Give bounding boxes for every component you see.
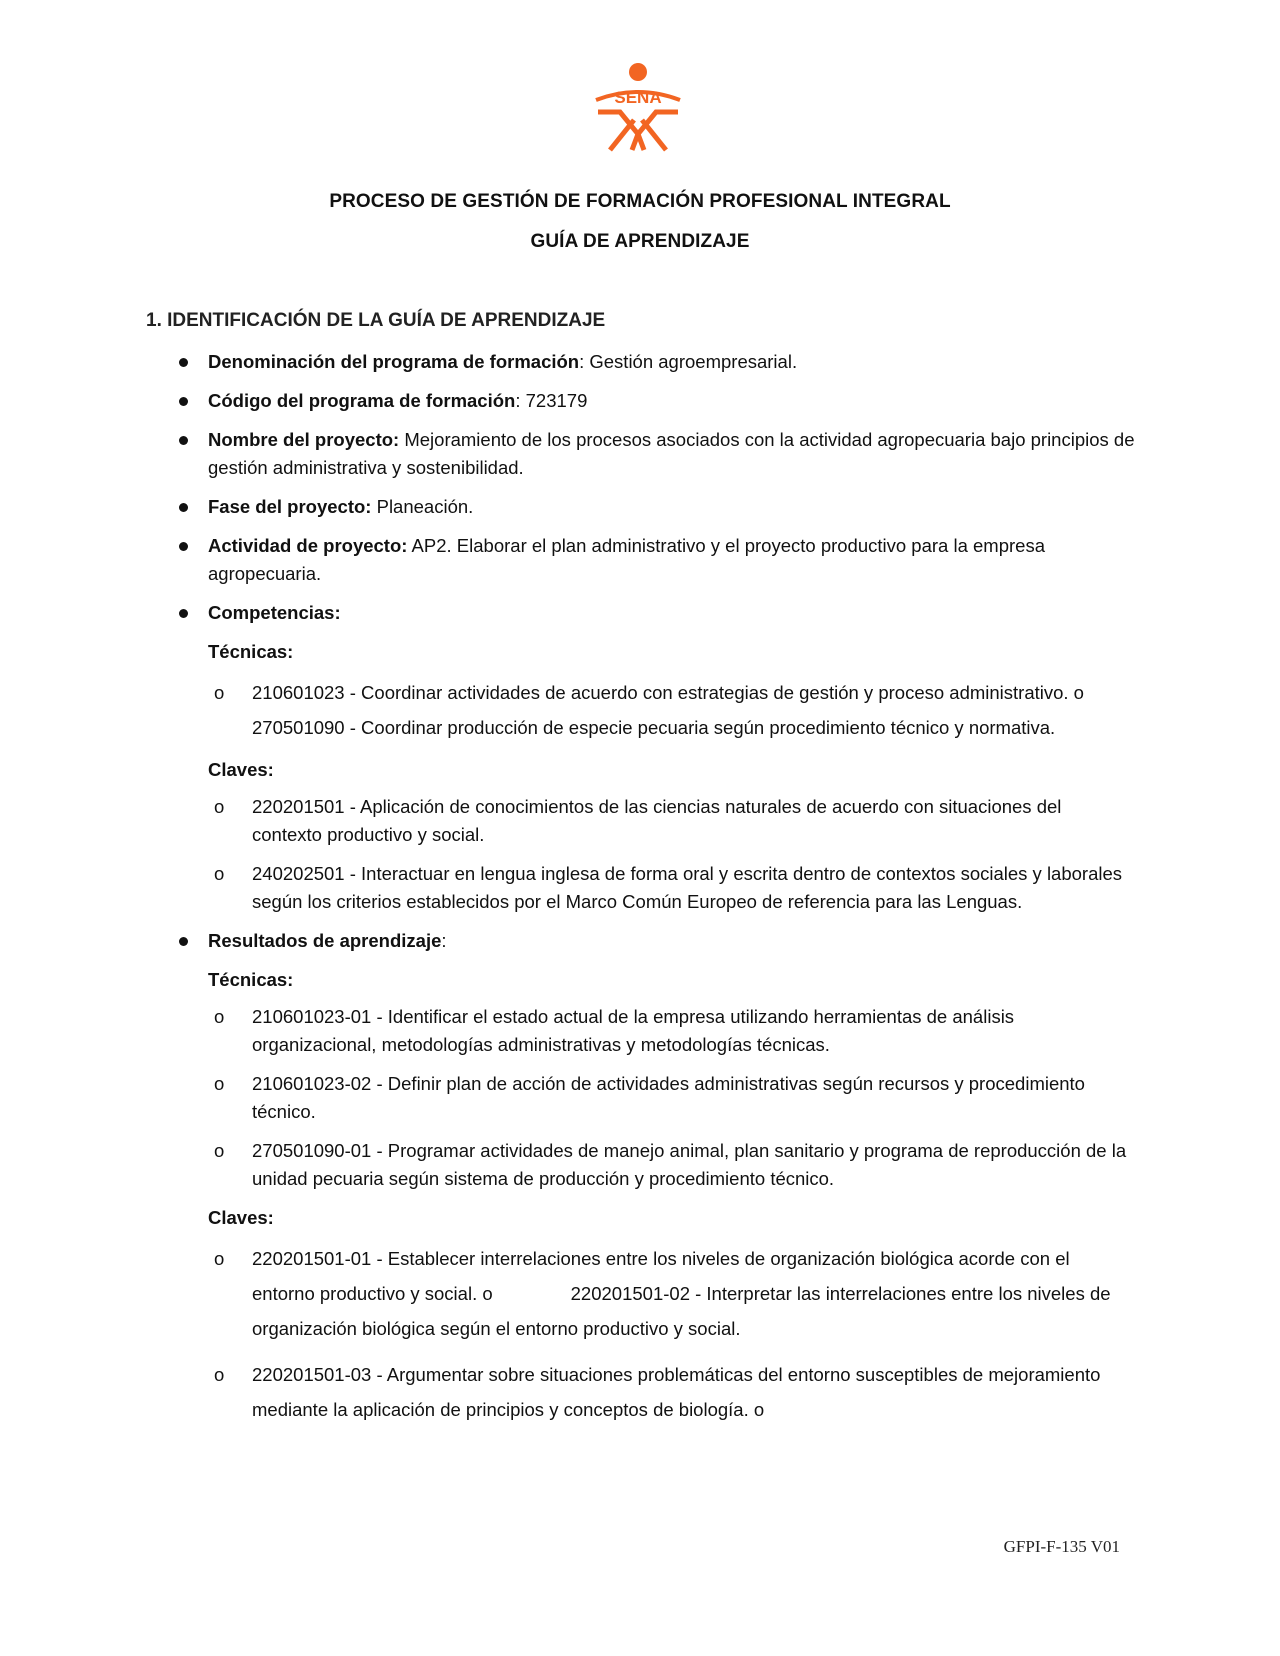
item-value: : 723179 (515, 390, 588, 411)
item-label: Nombre del proyecto: (208, 429, 400, 450)
item-text: 270501090 - Coordinar producción de especie pecuaria según procedimiento técnico y normativa. (252, 717, 1056, 738)
item-text: 240202501 - Interactuar en lengua inglesa de forma oral y escrita dentro de contextos sociales y laborales según los criterios establecidos por el Marco Común Europeo de referencia para las Lenguas. (252, 863, 1123, 912)
bullet-icon (179, 609, 188, 618)
item-value: Mejoramiento de los procesos asociados con la actividad agropecuaria bajo principios de gestión administrativa y sostenibilidad. (208, 429, 1135, 478)
list-item-fase (176, 493, 1136, 521)
list-item-competencias (176, 599, 1136, 627)
item-text: 220201501 - Aplicación de conocimientos de las ciencias naturales de acuerdo con situaciones del contexto productivo y social. (252, 796, 1062, 845)
item-label: Competencias: (208, 602, 341, 623)
item-text: 210601023-01 - Identificar el estado actual de la empresa utilizando herramientas de análisis organizacional, metodologías administrativas y metodologías técnicas. (252, 1006, 1015, 1055)
list-item-nombre (176, 426, 1136, 482)
sub-bullet-marker: o (214, 1248, 225, 1269)
bullet-icon (179, 436, 188, 445)
sub-bullet-marker: o (214, 1073, 225, 1094)
competencia-clave-item (176, 860, 1136, 916)
item-label: Fase del proyecto: (208, 496, 372, 517)
competencia-clave-item (176, 793, 1136, 849)
competencias-tecnicas-heading: Técnicas: (208, 641, 294, 662)
item-text: 220201501-03 - Argumentar sobre situaciones problemáticas del entorno susceptibles de mejoramiento mediante la aplicación de principios y conceptos de biología. o (252, 1364, 1101, 1420)
item-label: Denominación del programa de formación (208, 351, 580, 372)
resultado-tecnico-item (176, 1070, 1136, 1126)
item-value: : Gestión agroempresarial. (579, 351, 798, 372)
item-value: AP2. Elaborar el plan administrativo y el proyecto productivo para la empresa agropecuaria. (208, 535, 1045, 584)
sub-bullet-marker: o (214, 682, 225, 703)
competencia-tecnica-item (176, 675, 1136, 745)
logo-text: SENA (614, 88, 662, 107)
form-code: GFPI-F-135 V01 (1003, 1537, 1120, 1556)
resultado-clave-item (176, 1241, 1136, 1346)
resultados-tecnicas-heading: Técnicas: (208, 969, 294, 990)
sub-bullet-marker: o (214, 863, 225, 884)
identification-list (176, 348, 1136, 1438)
sena-logo (590, 62, 686, 154)
section-heading: 1. IDENTIFICACIÓN DE LA GUÍA DE APRENDIZAJE (146, 310, 606, 331)
bullet-icon (179, 937, 188, 946)
item-text: 210601023 - Coordinar actividades de acuerdo con estrategias de gestión y proceso administrativo. o (252, 682, 1084, 703)
competencias-claves-heading: Claves: (208, 759, 274, 780)
item-text: 270501090-01 - Programar actividades de manejo animal, plan sanitario y programa de reproducción de la unidad pecuaria según sistema de producción y procedimiento técnico. (252, 1140, 1127, 1189)
bullet-icon (179, 542, 188, 551)
sub-bullet-marker: o (214, 1006, 225, 1027)
sub-bullet-marker: o (214, 796, 225, 817)
item-value: : (441, 930, 447, 951)
resultados-claves-heading: Claves: (208, 1207, 274, 1228)
item-value: Planeación. (371, 496, 474, 517)
document-title: PROCESO DE GESTIÓN DE FORMACIÓN PROFESIONAL INTEGRAL (329, 191, 951, 212)
item-text: 220201501-02 - Interpretar las interrelaciones entre los niveles de organización biológica según el entorno productivo y social. (252, 1283, 1111, 1339)
document-subtitle: GUÍA DE APRENDIZAJE (530, 231, 750, 252)
item-label: Código del programa de formación (208, 390, 516, 411)
sub-bullet-marker: o (214, 1140, 225, 1161)
bullet-icon (179, 397, 188, 406)
list-item-actividad (176, 532, 1136, 588)
resultado-tecnico-item (176, 1137, 1136, 1193)
bullet-icon (179, 503, 188, 512)
resultado-tecnico-item (176, 1003, 1136, 1059)
bullet-icon (179, 358, 188, 367)
list-item-resultados (176, 927, 1136, 955)
item-label: Actividad de proyecto: (208, 535, 408, 556)
item-label: Resultados de aprendizaje (208, 930, 442, 951)
sub-bullet-marker: o (214, 1364, 225, 1385)
list-item-denominacion (176, 348, 1136, 376)
resultado-clave-item (176, 1357, 1136, 1427)
list-item-codigo (176, 387, 1136, 415)
item-text: 220201501-01 - Establecer interrelaciones entre los niveles de organización biológica acorde con el entorno productivo y social. o (252, 1248, 1070, 1304)
item-text: 210601023-02 - Definir plan de acción de actividades administrativas según recursos y procedimiento técnico. (252, 1073, 1085, 1122)
